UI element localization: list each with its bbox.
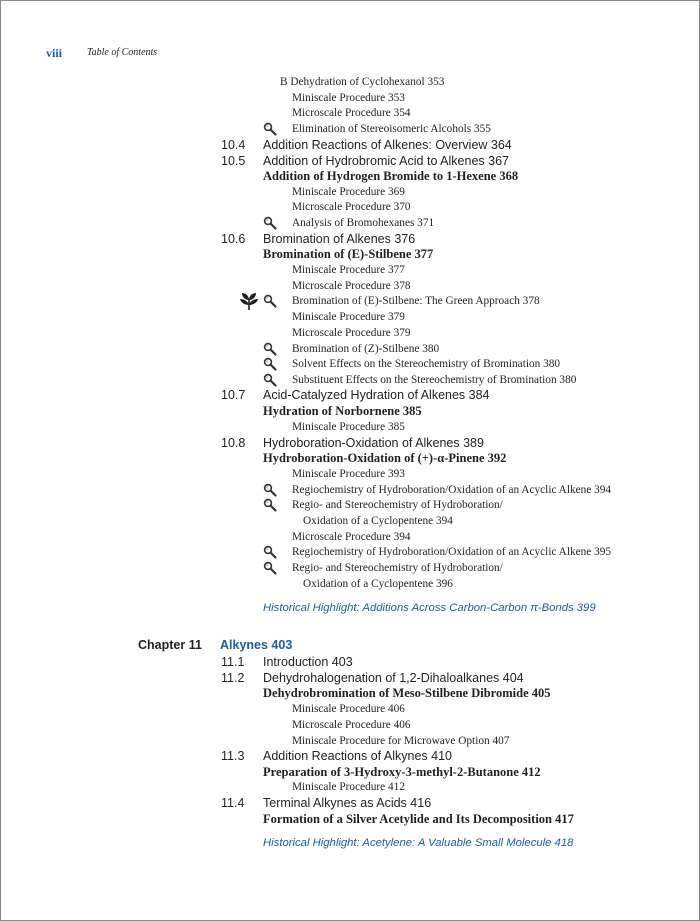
section-title: Acid-Catalyzed Hydration of Alkenes 384: [263, 388, 490, 402]
toc-entry: [0, 544, 700, 560]
section-number: 11.4: [221, 796, 245, 810]
subentry-title: Microscale Procedure 370: [292, 201, 411, 213]
subentry-title: Bromination of (Z)-Stilbene 380: [292, 343, 440, 355]
toc-entry: [0, 246, 700, 262]
subentry-title: Miniscale Procedure 412: [292, 781, 405, 793]
subentry-title: Microscale Procedure 378: [292, 280, 411, 292]
section-title: Hydroboration-Oxidation of Alkenes 389: [263, 436, 484, 450]
toc-entry: [0, 278, 700, 294]
toc-entry: [0, 748, 700, 764]
subentry-title: Elimination of Stereoisomeric Alcohols 355: [292, 123, 491, 135]
section-number: 11.3: [221, 749, 245, 763]
toc-entry: [0, 372, 700, 388]
toc-entry: [0, 74, 700, 90]
toc-entry: [0, 764, 700, 780]
toc-entry: [0, 670, 700, 686]
toc-entry: [0, 262, 700, 278]
magnifier-icon: [263, 357, 277, 371]
subentry-title: B Dehydration of Cyclohexanol 353: [280, 76, 445, 88]
toc-entry: [0, 435, 700, 451]
experiment-title: Bromination of (E)-Stilbene 377: [263, 247, 434, 261]
toc-entry: [0, 293, 700, 309]
toc-entry: [0, 466, 700, 482]
running-head: Table of Contents: [87, 47, 158, 58]
magnifier-icon: [263, 216, 277, 230]
section-title: Addition Reactions of Alkynes 410: [263, 749, 453, 763]
toc-entry: [0, 341, 700, 357]
section-title: Addition Reactions of Alkenes: Overview 364: [263, 138, 512, 152]
page-number: viii: [46, 46, 63, 60]
toc-entry: [0, 356, 700, 372]
experiment-title: Addition of Hydrogen Bromide to 1-Hexene 368: [263, 169, 519, 183]
toc-entry: [0, 600, 700, 616]
section-number: 11.1: [221, 655, 245, 669]
historical-highlight: Historical Highlight: Acetylene: A Valuable Small Molecule 418: [263, 837, 574, 849]
section-title: Terminal Alkynes as Acids 416: [263, 796, 432, 810]
magnifier-icon: [263, 342, 277, 356]
toc-entry: [0, 701, 700, 717]
toc-entry: [0, 309, 700, 325]
magnifier-icon: [263, 122, 277, 136]
toc-entry: [0, 482, 700, 498]
magnifier-icon: [263, 561, 277, 575]
magnifier-icon: [263, 498, 277, 512]
toc-entry: [0, 576, 700, 592]
subentry-title: Microscale Procedure 406: [292, 719, 411, 731]
subentry-title: Regiochemistry of Hydroboration/Oxidation of an Acyclic Alkene 394: [292, 484, 612, 496]
experiment-title: Dehydrobromination of Meso-Stilbene Dibromide 405: [263, 686, 551, 700]
toc-entry: [0, 403, 700, 419]
subentry-title: Miniscale Procedure for Microwave Option 407: [292, 735, 510, 747]
subentry-title: Microscale Procedure 379: [292, 327, 411, 339]
toc-entry: [0, 779, 700, 795]
subentry-title: Miniscale Procedure 377: [292, 264, 405, 276]
toc-entry: [0, 184, 700, 200]
magnifier-icon: [263, 483, 277, 497]
toc-entry: [0, 560, 700, 576]
subentry-title: Miniscale Procedure 353: [292, 92, 405, 104]
subentry-title: Microscale Procedure 394: [292, 531, 411, 543]
subentry-title: Miniscale Procedure 379: [292, 311, 405, 323]
section-number: 10.4: [221, 138, 246, 152]
toc-entry: [0, 450, 700, 466]
section-title: Addition of Hydrobromic Acid to Alkenes 367: [263, 154, 509, 168]
chapter-title: Alkynes 403: [220, 638, 293, 652]
toc-entry: [0, 419, 700, 435]
experiment-title: Hydroboration-Oxidation of (+)-α-Pinene 392: [263, 451, 507, 465]
section-number: 10.5: [221, 154, 246, 168]
subentry-title: Regiochemistry of Hydroboration/Oxidation of an Acyclic Alkene 395: [292, 546, 612, 558]
toc-entry: [0, 121, 700, 137]
magnifier-icon: [263, 545, 277, 559]
toc-entry: [0, 168, 700, 184]
section-number: 11.2: [221, 671, 245, 685]
toc-entry: [0, 513, 700, 529]
subentry-title: Miniscale Procedure 393: [292, 468, 405, 480]
toc-entry: [0, 529, 700, 545]
toc-entry: [0, 733, 700, 749]
subentry-title: Miniscale Procedure 385: [292, 421, 405, 433]
subentry-title: Miniscale Procedure 369: [292, 186, 405, 198]
section-title: Dehydrohalogenation of 1,2-Dihaloalkanes 404: [263, 671, 524, 685]
toc-entry: [0, 153, 700, 169]
subentry-title: Solvent Effects on the Stereochemistry of Bromination 380: [292, 358, 561, 370]
experiment-title: Preparation of 3-Hydroxy-3-methyl-2-Butanone 412: [263, 765, 541, 779]
subentry-title: Miniscale Procedure 406: [292, 703, 405, 715]
subentry-title: Oxidation of a Cyclopentene 394: [303, 515, 453, 527]
toc-entry: [0, 199, 700, 215]
chapter-label: Chapter 11: [138, 638, 202, 652]
toc-entry: [0, 231, 700, 247]
subentry-title: Microscale Procedure 354: [292, 107, 411, 119]
section-number: 10.7: [221, 388, 246, 402]
section-title: Introduction 403: [263, 655, 353, 669]
toc-entry: [0, 215, 700, 231]
subentry-title: Bromination of (E)-Stilbene: The Green Approach 378: [292, 295, 540, 307]
subentry-title: Regio- and Stereochemistry of Hydroboration/: [292, 562, 503, 574]
section-number: 10.6: [221, 232, 246, 246]
toc-entry: [0, 795, 700, 811]
section-number: 10.8: [221, 436, 246, 450]
leaf-icon: [239, 291, 259, 311]
subentry-title: Substituent Effects on the Stereochemistry of Bromination 380: [292, 374, 577, 386]
toc-entry: [0, 637, 700, 653]
historical-highlight: Historical Highlight: Additions Across Carbon-Carbon π-Bonds 399: [263, 602, 596, 614]
experiment-title: Formation of a Silver Acetylide and Its Decomposition 417: [263, 812, 574, 826]
toc-entry: [0, 137, 700, 153]
subentry-title: Analysis of Bromohexanes 371: [292, 217, 435, 229]
toc-entry: [0, 717, 700, 733]
toc-entry: [0, 685, 700, 701]
toc-entry: [0, 325, 700, 341]
toc-entry: [0, 654, 700, 670]
subentry-title: Oxidation of a Cyclopentene 396: [303, 578, 453, 590]
section-title: Bromination of Alkenes 376: [263, 232, 416, 246]
toc-entry: [0, 497, 700, 513]
toc-entry: [0, 811, 700, 827]
toc-entry: [0, 90, 700, 106]
magnifier-icon: [263, 373, 277, 387]
experiment-title: Hydration of Norbornene 385: [263, 404, 422, 418]
toc-entry: [0, 105, 700, 121]
subentry-title: Regio- and Stereochemistry of Hydroboration/: [292, 499, 503, 511]
toc-entry: [0, 387, 700, 403]
toc-entry: [0, 835, 700, 851]
magnifier-icon: [263, 294, 277, 308]
